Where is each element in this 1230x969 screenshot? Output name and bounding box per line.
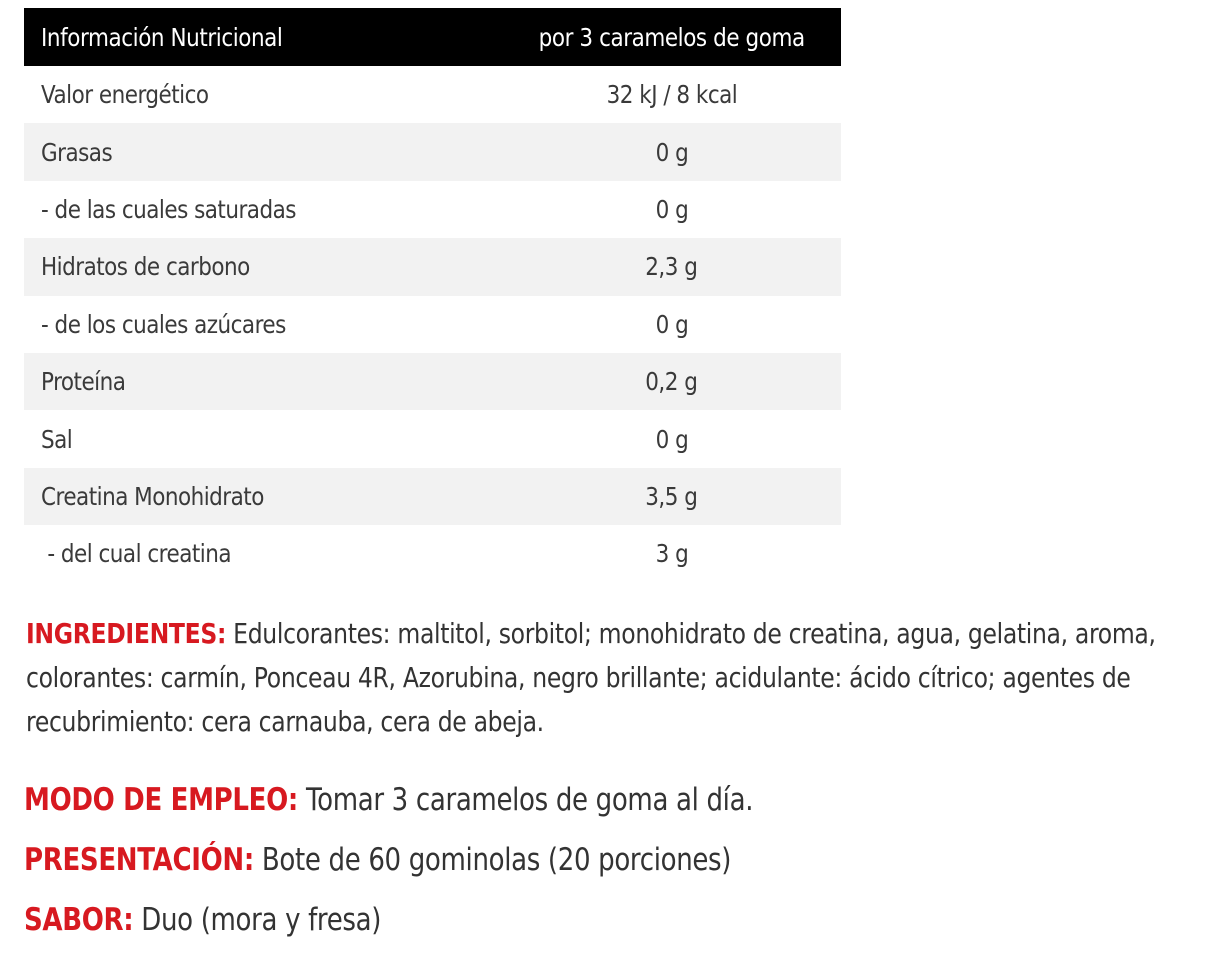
flavor-text: Duo (mora y fresa): [133, 902, 382, 938]
row-value: 0 g: [655, 309, 688, 339]
row-value-cell: [502, 425, 841, 454]
row-name: - de los cuales azúcares: [41, 309, 286, 339]
row-value-cell: [502, 138, 841, 167]
row-name: Proteína: [41, 367, 126, 397]
row-name: - del cual creatina: [41, 539, 232, 569]
row-name-cell: [24, 367, 502, 396]
row-name: Valor energético: [41, 80, 209, 110]
flavor-label: SABOR:: [24, 902, 134, 938]
presentation-text: Bote de 60 gominolas (20 porciones): [253, 842, 732, 878]
row-value: 0 g: [655, 424, 688, 454]
table-row: [24, 123, 841, 180]
flavor-section: [24, 898, 1224, 943]
ingredients-text: Edulcorantes: maltitol, sorbitol; monohidrato de creatina, agua, gelatina, aroma, colorantes: carmín, Ponceau 4R, Azorubina, negro brillante; acidulante: ácido cítrico; agentes de recubrimiento: cera carnauba, cera de abeja.: [26, 617, 1156, 738]
row-value: 32 kJ / 8 kcal: [606, 80, 737, 110]
header-name-text: Información Nutricional: [41, 22, 283, 52]
header-value-cell: [502, 23, 841, 52]
row-value-cell: [502, 252, 841, 281]
usage-section: [24, 778, 1224, 823]
row-value: 0,2 g: [645, 367, 698, 397]
row-name: Hidratos de carbono: [41, 252, 250, 282]
row-name: Grasas: [41, 137, 113, 167]
row-value: 3 g: [655, 539, 688, 569]
row-name-cell: [24, 252, 502, 281]
row-name-cell: [24, 195, 502, 224]
nutrition-table: [24, 8, 841, 583]
table-row: [24, 181, 841, 238]
row-value: 2,3 g: [645, 252, 698, 282]
row-value-cell: [502, 367, 841, 396]
flavor-paragraph: [24, 898, 1116, 942]
row-value-cell: [502, 539, 841, 568]
table-row: [24, 410, 841, 467]
row-name-cell: [24, 138, 502, 167]
table-row: [24, 296, 841, 353]
presentation-paragraph: [24, 838, 1116, 882]
row-name-cell: [24, 539, 502, 568]
table-row: [24, 66, 841, 123]
table-header: [24, 8, 841, 66]
ingredients-label: INGREDIENTES:: [26, 617, 227, 650]
row-name: - de las cuales saturadas: [41, 194, 296, 224]
row-name-cell: [24, 310, 502, 339]
row-name-cell: [24, 482, 502, 511]
usage-text: Tomar 3 caramelos de goma al día.: [298, 782, 754, 818]
table-row: [24, 525, 841, 582]
row-name-cell: [24, 425, 502, 454]
row-name: Creatina Monohidrato: [41, 481, 264, 511]
presentation-label: PRESENTACIÓN:: [24, 842, 254, 878]
usage-label: MODO DE EMPLEO:: [24, 782, 299, 818]
row-value-cell: [502, 310, 841, 339]
presentation-section: [24, 838, 1224, 883]
ingredients-paragraph: [26, 612, 1219, 744]
table-row: [24, 238, 841, 295]
row-value-cell: [502, 80, 841, 109]
table-row: [24, 353, 841, 410]
usage-paragraph: [24, 778, 1116, 822]
ingredients-section: [26, 612, 1226, 744]
table-row: [24, 468, 841, 525]
header-name-cell: [24, 23, 502, 52]
row-name-cell: [24, 80, 502, 109]
row-value: 3,5 g: [645, 481, 698, 511]
row-name: Sal: [41, 424, 73, 454]
header-value-text: por 3 caramelos de goma: [538, 22, 805, 52]
row-value-cell: [502, 195, 841, 224]
row-value: 0 g: [655, 194, 688, 224]
row-value-cell: [502, 482, 841, 511]
row-value: 0 g: [655, 137, 688, 167]
